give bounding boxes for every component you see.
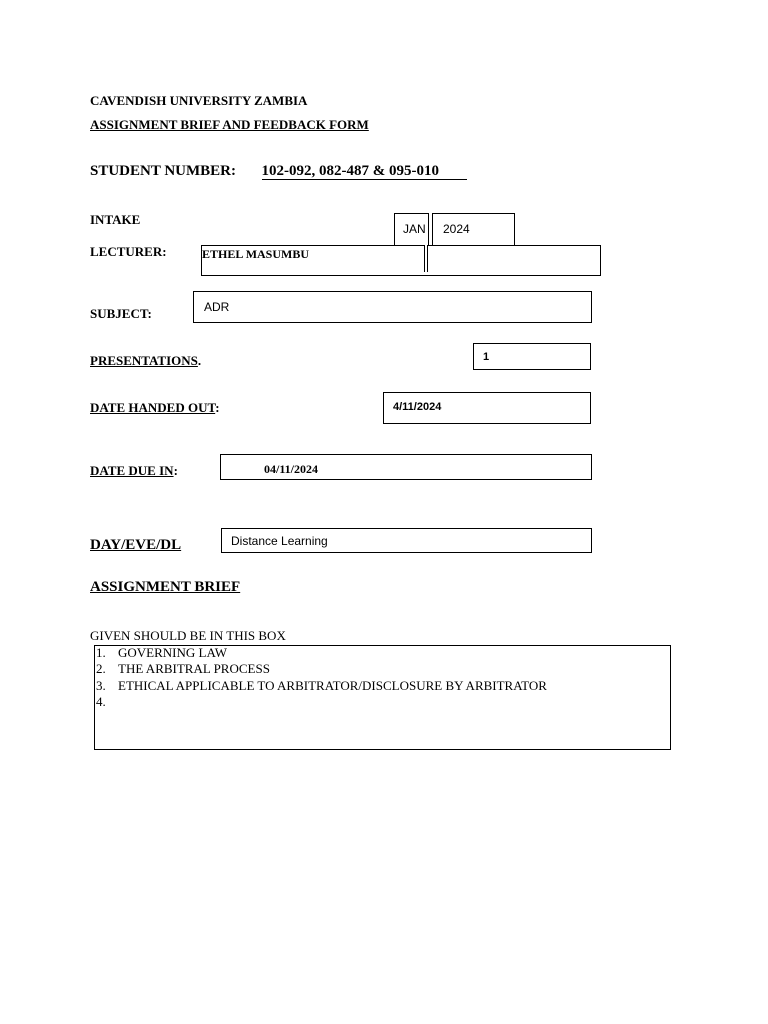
- date-due-in-label: DATE DUE IN: [90, 463, 174, 478]
- date-due-in-suffix: :: [173, 463, 178, 478]
- presentations-suffix: .: [197, 353, 202, 368]
- mode-value: Distance Learning: [231, 534, 328, 548]
- student-number-label: STUDENT NUMBER:: [90, 163, 236, 179]
- lecturer-label: LECTURER:: [90, 244, 167, 259]
- intake-year-value: 2024: [443, 222, 470, 236]
- form-title: ASSIGNMENT BRIEF AND FEEDBACK FORM: [90, 117, 369, 132]
- mode-field[interactable]: [221, 528, 592, 553]
- intake-month-field[interactable]: [394, 213, 429, 246]
- lecturer-value: ETHEL MASUMBU: [202, 247, 310, 261]
- date-handed-out-field[interactable]: [383, 392, 591, 424]
- subject-field[interactable]: [193, 291, 592, 323]
- date-handed-out-label-row: [90, 400, 220, 416]
- presentations-label-row: [90, 353, 201, 369]
- assignment-brief-heading: ASSIGNMENT BRIEF: [90, 579, 241, 595]
- presentations-value: 1: [483, 351, 490, 363]
- field-divider: [424, 245, 428, 272]
- university-name: CAVENDISH UNIVERSITY ZAMBIA: [90, 93, 308, 108]
- student-number-value: 102-092, 082-487 & 095-010: [262, 163, 467, 180]
- subject-label: SUBJECT:: [90, 306, 152, 321]
- intake-year-field[interactable]: [432, 213, 515, 246]
- date-due-in-field[interactable]: [220, 454, 592, 480]
- date-handed-out-value: 4/11/2024: [393, 401, 442, 413]
- student-number-row: [90, 163, 467, 180]
- subject-value: ADR: [204, 300, 230, 314]
- date-handed-out-label: DATE HANDED OUT: [90, 400, 216, 415]
- presentations-label: PRESENTATIONS: [90, 353, 198, 368]
- brief-box-caption: GIVEN SHOULD BE IN THIS BOX: [90, 628, 286, 643]
- presentations-field[interactable]: [473, 343, 591, 370]
- intake-month-value: JAN: [403, 222, 426, 236]
- lecturer-field[interactable]: [201, 245, 601, 276]
- list-item: 2. THE ARBITRAL PROCESS: [96, 661, 270, 676]
- list-item: 4.: [96, 694, 106, 709]
- mode-label: DAY/EVE/DL: [90, 537, 182, 553]
- date-due-in-value: 04/11/2024: [264, 462, 319, 476]
- list-item: 1. GOVERNING LAW: [96, 645, 228, 660]
- list-item: 3. ETHICAL APPLICABLE TO ARBITRATOR/DISCLOSURE BY ARBITRATOR: [96, 678, 547, 693]
- date-handed-out-suffix: :: [215, 400, 220, 415]
- intake-label: INTAKE: [90, 212, 141, 227]
- date-due-in-label-row: [90, 463, 178, 479]
